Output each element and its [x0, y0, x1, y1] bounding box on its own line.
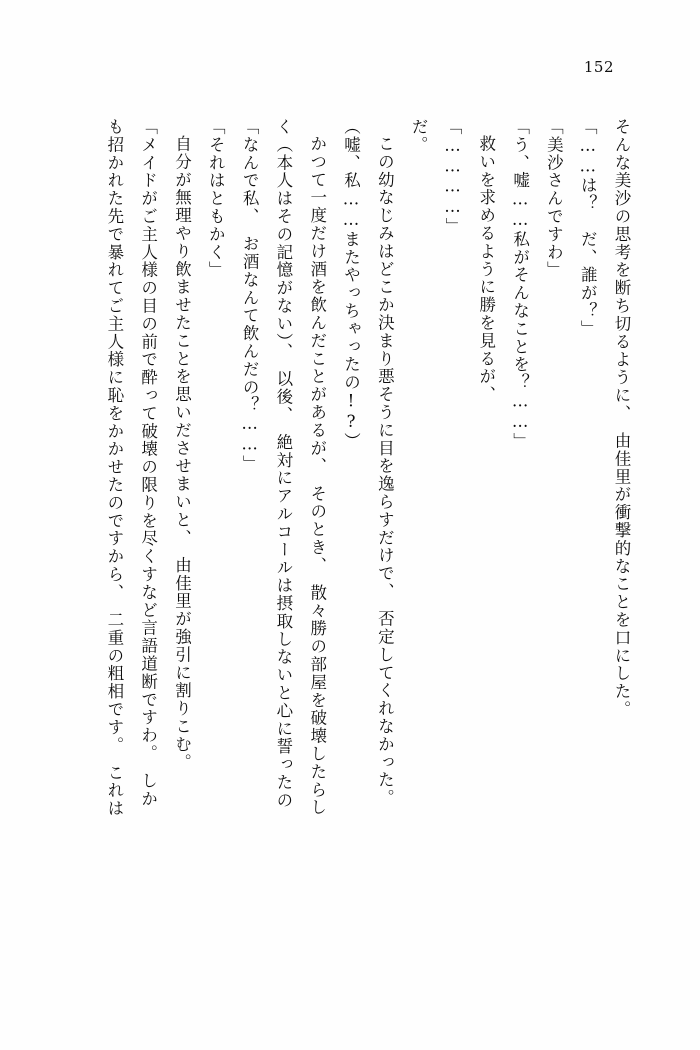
text-line: 救いを求めるように勝を見るが、 [476, 135, 496, 404]
text-line: （嘘、私……またやっちゃったの!?） [341, 118, 361, 451]
text-line: 「それはともかく」 [206, 118, 226, 280]
text-line: 「美沙さんですわ」 [544, 118, 564, 280]
text-line: この幼なじみはどこか決まり悪そうに目を逸らすだけで、 否定してくれなかった。 [375, 135, 395, 807]
text-line: そんな美沙の思考を断ち切るように、 由佳里が衝撃的なことを口にした。 [612, 118, 631, 719]
text-line: も招かれた先で暴れてご主人様に恥をかかせたのですから、 二重の粗相です。 これは [104, 118, 124, 818]
text-line: 「…………」 [442, 118, 462, 236]
text-line: 「……は？ だ、誰が？」 [578, 118, 598, 338]
text-line: く（本人はその記憶がない）、 以後、 絶対にアルコールは摂取しないと心に誓ったの [273, 118, 293, 810]
text-line: かつて一度だけ酒を飲んだことがあるが、 そのとき、 散々勝の部屋を破壊したらし [307, 135, 327, 817]
text-line: 「なんで私、 お酒なんて飲んだの？……」 [240, 118, 260, 473]
text-line: 自分が無理やり飲ませたことを思いださせまいと、 由佳里が強引に割りこむ。 [172, 135, 192, 772]
page-number: 152 [583, 58, 614, 76]
text-line: だ。 [409, 118, 429, 154]
text-line: 「う、嘘……私がそんなことを？……」 [510, 118, 530, 451]
body-text-block [48, 118, 638, 998]
text-line: 「メイドがご主人様の目の前で酔って破壊の限りを尽くすなど言語道断ですわ。 しか [138, 118, 158, 808]
